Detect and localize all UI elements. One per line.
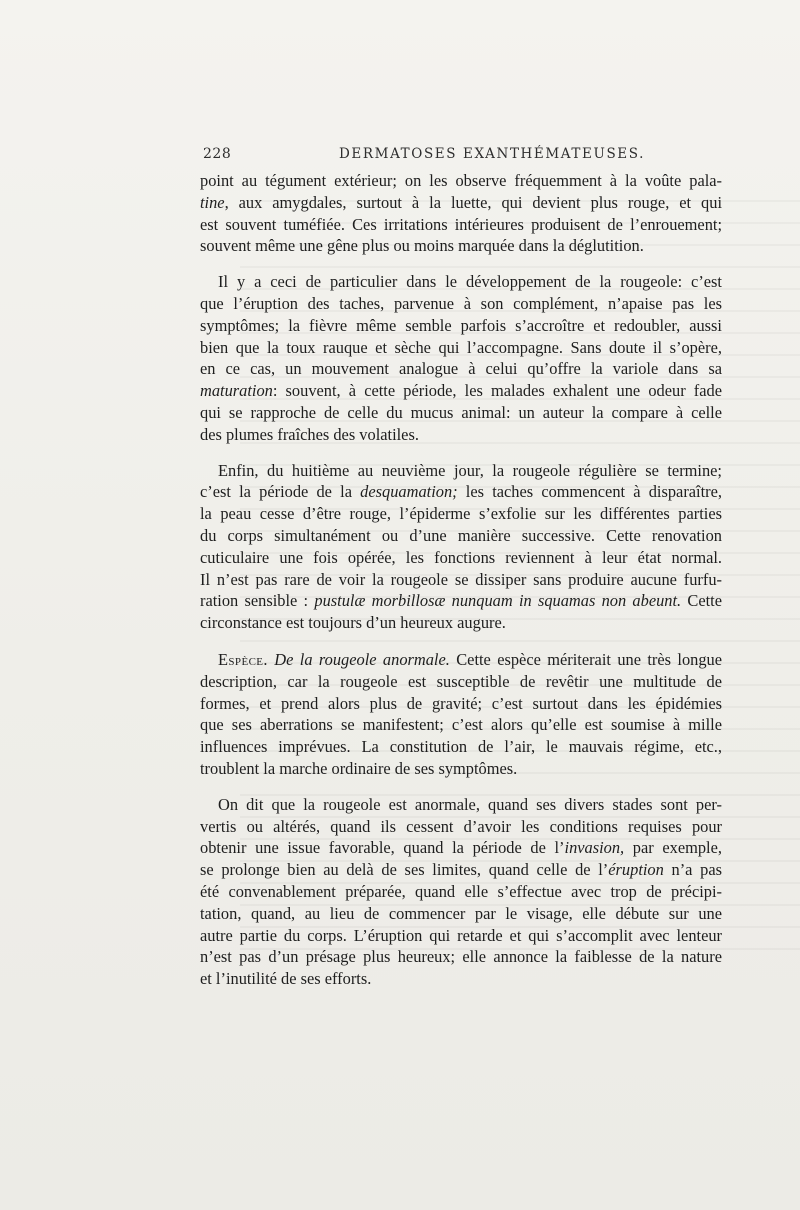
text-line (200, 402, 722, 424)
text-run: point au tégument extérieur; on les observe fréquemment à la voûte pala- (200, 171, 722, 190)
text-run: est souvent tuméfiée. Ces irritations intérieures produisent de l’enrouement; (200, 214, 722, 234)
italic-run: invasion, (564, 838, 625, 858)
text-line (200, 460, 722, 482)
text-line (200, 315, 722, 337)
paragraph (200, 170, 722, 257)
text-run: souvent même une gêne plus ou moins marquée dans la déglutition. (200, 236, 644, 256)
text-run: Cette (681, 591, 722, 611)
paragraph (200, 460, 722, 634)
body-text (200, 170, 722, 990)
text-run: que l’éruption des taches, parvenue à son complément, n’apaise pas les (200, 293, 722, 313)
text-line (200, 671, 722, 693)
text-line (200, 859, 722, 881)
text-line (200, 758, 722, 780)
text-run: vertis ou altérés, quand ils cessent d’avoir les conditions requises pour (200, 816, 722, 836)
text-run: Il n’est pas rare de voir la rougeole se dissiper sans produire aucune furfu- (200, 569, 722, 589)
text-run: par exemple, (624, 838, 722, 858)
text-line (200, 946, 722, 968)
smallcaps-run: Espèce. (218, 649, 268, 669)
italic-run: tine (200, 192, 225, 212)
text-run: bien que la toux rauque et sèche qui l’accompagne. Sans doute il s’opère, (200, 337, 722, 357)
text-line (200, 358, 722, 380)
text-run: tation, quand, au lieu de commencer par le visage, elle débute sur une (200, 903, 722, 923)
italic-run: De la rougeole anormale. (274, 649, 450, 669)
text-line (200, 380, 722, 402)
paragraph (200, 794, 722, 990)
paragraph-gap (200, 257, 722, 271)
paragraph-gap (200, 446, 722, 460)
text-run: troublent la marche ordinaire de ses symptômes. (200, 758, 518, 778)
text-line (200, 816, 722, 838)
text-run: se prolonge bien au delà de ses limites, quand celle de l’ (200, 860, 609, 880)
text-run: été convenablement préparée, quand elle s’effectue avec trop de précipi- (200, 881, 722, 901)
text-line (200, 612, 722, 634)
text-run: et l’inutilité de ses efforts. (200, 969, 372, 989)
text-run: Enfin, du huitième au neuvième jour, la rougeole régulière se termine; (218, 460, 722, 480)
text-line (200, 590, 722, 612)
text-line (200, 903, 722, 925)
text-line (200, 794, 722, 816)
text-line (200, 925, 722, 947)
text-run: Il y a ceci de particulier dans le développement de la rougeole: c’est (218, 272, 722, 292)
text-run: autre partie du corps. L’éruption qui retarde et qui s’accomplit avec lenteur (200, 925, 722, 945)
text-line (200, 569, 722, 591)
text-line (200, 968, 722, 990)
page-number: 228 (203, 146, 232, 162)
running-title: DERMATOSES EXANTHÉMATEUSES. (339, 146, 646, 162)
text-line (200, 214, 722, 236)
text-run: Cette espèce mériterait une très longue (449, 649, 722, 669)
text-line (200, 170, 722, 192)
text-run: obtenir une issue favorable, quand la période de l’ (200, 838, 565, 858)
text-run: circonstance est toujours d’un heureux augure. (200, 613, 506, 633)
text-line (200, 424, 722, 446)
italic-run: éruption (608, 860, 664, 880)
italic-run: desquamation; (360, 482, 458, 502)
text-run: cuticulaire une fois opérée, les fonctions reviennent à leur état normal. (200, 547, 722, 567)
text-run: la peau cesse d’être rouge, l’épiderme s’exfolie sur les différentes parties (200, 504, 722, 524)
text-line (200, 481, 722, 503)
text-run: On dit que la rougeole est anormale, quand ses divers stades sont per- (218, 794, 722, 814)
text-line (200, 192, 722, 214)
text-run: description, car la rougeole est susceptible de revêtir une multitude de (200, 671, 722, 691)
paragraph (200, 649, 722, 780)
text-run: en ce cas, un mouvement analogue à celui qu’offre la variole dans sa (200, 359, 722, 379)
text-line (200, 881, 722, 903)
text-line (200, 693, 722, 715)
text-run: qui se rapproche de celle du mucus animal: un auteur la compare à celle (200, 402, 722, 422)
text-run: formes, et prend alors plus de gravité; c’est surtout dans les épidémies (200, 693, 722, 713)
italic-run: maturation (200, 381, 273, 401)
text-line (200, 235, 722, 257)
paragraph-gap (200, 780, 722, 794)
paragraph-gap (200, 634, 722, 649)
text-line (200, 736, 722, 758)
text-run: n’a pas (663, 860, 723, 880)
text-line (200, 503, 722, 525)
text-line (200, 337, 722, 359)
text-run: c’est la période de la (200, 482, 361, 502)
text-run: ration sensible : (200, 591, 315, 611)
text-run: influences imprévues. La constitution de l’air, le mauvais régime, etc., (200, 737, 722, 757)
text-line (200, 271, 722, 293)
text-line (200, 525, 722, 547)
italic-run: pustulæ morbillosæ nunquam in squamas non abeunt. (314, 591, 682, 611)
text-line (200, 547, 722, 569)
text-run: symptômes; la fièvre même semble parfois s’accroître et redoubler, aussi (200, 315, 722, 335)
text-run: : souvent, à cette période, les malades exhalent une odeur fade (272, 381, 722, 401)
text-line (200, 837, 722, 859)
text-run: que ses aberrations se manifestent; c’est alors qu’elle est soumise à mille (200, 715, 722, 735)
text-run: , aux amygdales, surtout à la luette, qui devient plus rouge, et qui (224, 192, 722, 212)
text-run: n’est pas d’un présage plus heureux; elle annonce la faiblesse de la nature (200, 947, 722, 967)
text-run: des plumes fraîches des volatiles. (200, 424, 419, 444)
text-run: du corps simultanément ou d’une manière successive. Cette renovation (200, 525, 722, 545)
text-run: les taches commencent à disparaître, (457, 482, 722, 502)
paragraph (200, 271, 722, 445)
text-line (200, 649, 722, 671)
text-line (200, 293, 722, 315)
page-header (199, 146, 793, 166)
text-line (200, 714, 722, 736)
